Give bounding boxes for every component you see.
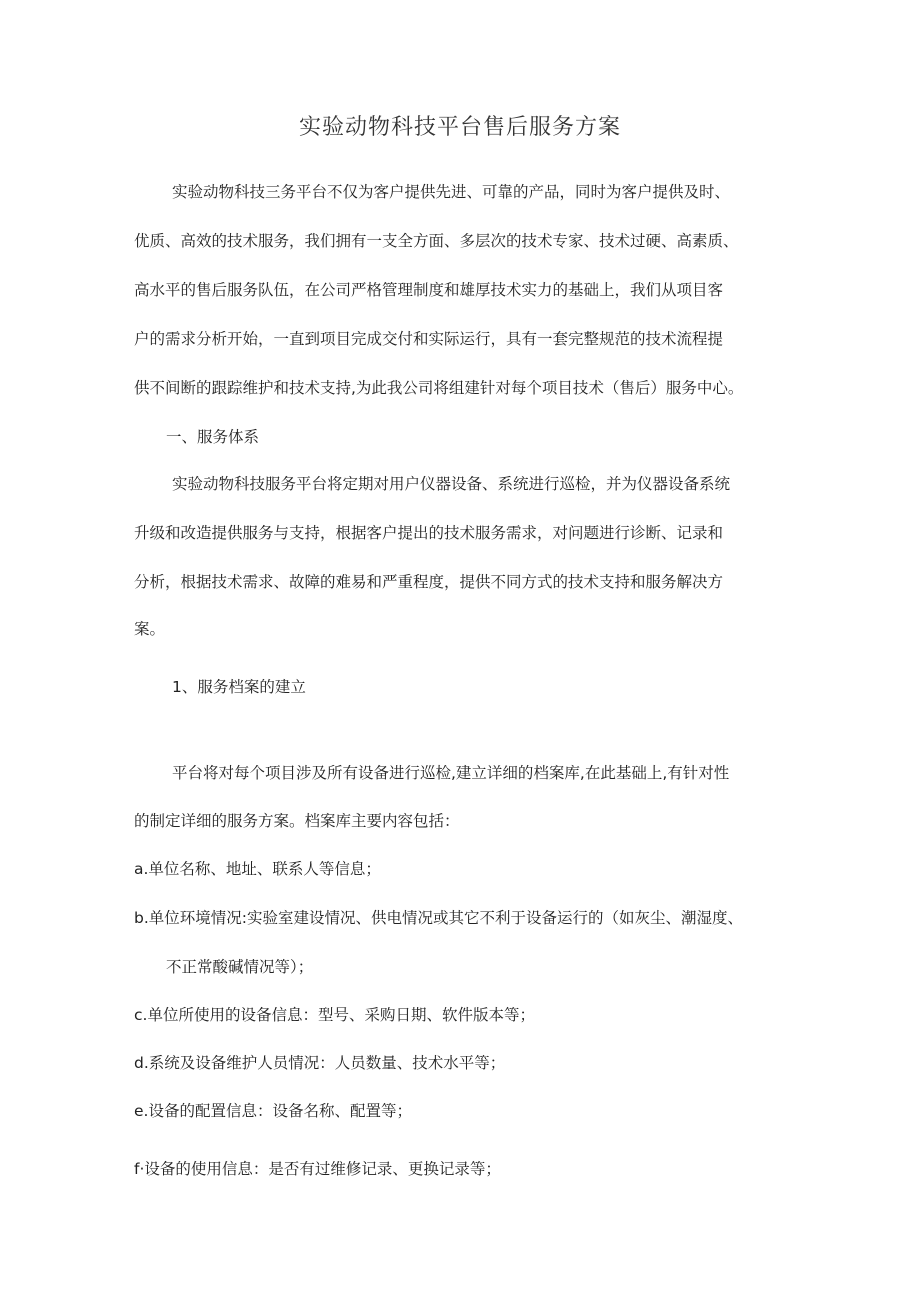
- intro-line-5: 供不间断的跟踪维护和技术支持,为此我公司将组建针对每个项目技术（售后）服务中心。: [134, 379, 744, 397]
- list-item-c: c.单位所使用的设备信息：型号、采购日期、软件版本等；: [134, 1006, 535, 1024]
- intro-line-1: 实验动物科技三务平台不仅为客户提供先进、可靠的产品，同时为客户提供及时、: [172, 183, 731, 201]
- section1-line-4: 案。: [134, 620, 166, 638]
- list-item-b-continued: 不正常酸碱情况等）；: [166, 958, 314, 976]
- intro-line-2: 优质、高效的技术服务，我们拥有一支全方面、多层次的技术专家、技术过硬、高素质、: [134, 232, 739, 250]
- section1-line-3: 分析，根据技术需求、故障的难易和严重程度，提供不同方式的技术支持和服务解决方: [134, 573, 724, 591]
- list-item-f: f·设备的使用信息：是否有过维修记录、更换记录等；: [134, 1160, 501, 1178]
- list-item-e: e.设备的配置信息：设备名称、配置等；: [134, 1102, 412, 1120]
- document-title: 实验动物科技平台售后服务方案: [298, 115, 621, 140]
- list-item-b: b.单位环境情况:实验室建设情况、供电情况或其它不利于设备运行的（如灰尘、潮湿度、: [134, 909, 743, 927]
- subsection1-line-1: 平台将对每个项目涉及所有设备进行巡检,建立详细的档案库,在此基础上,有针对性: [172, 764, 730, 782]
- subsection-heading-service-archive: 1、服务档案的建立: [172, 678, 306, 696]
- section1-line-2: 升级和改造提供服务与支持，根据客户提出的技术服务需求，对问题进行诊断、记录和: [134, 524, 724, 542]
- list-item-a: a.单位名称、地址、联系人等信息；: [134, 860, 381, 878]
- section1-line-1: 实验动物科技服务平台将定期对用户仪器设备、系统进行巡检，并为仪器设备系统: [172, 475, 731, 493]
- intro-line-3: 高水平的售后服务队伍，在公司严格管理制度和雄厚技术实力的基础上，我们从项目客: [134, 281, 724, 299]
- list-item-d: d.系统及设备维护人员情况：人员数量、技术水平等；: [134, 1054, 506, 1072]
- subsection1-line-2: 的制定详细的服务方案。档案库主要内容包括：: [134, 812, 460, 830]
- section-heading-service-system: 一、服务体系: [166, 428, 260, 446]
- intro-line-4: 户的需求分析开始，一直到项目完成交付和实际运行，具有一套完整规范的技术流程提: [134, 330, 724, 348]
